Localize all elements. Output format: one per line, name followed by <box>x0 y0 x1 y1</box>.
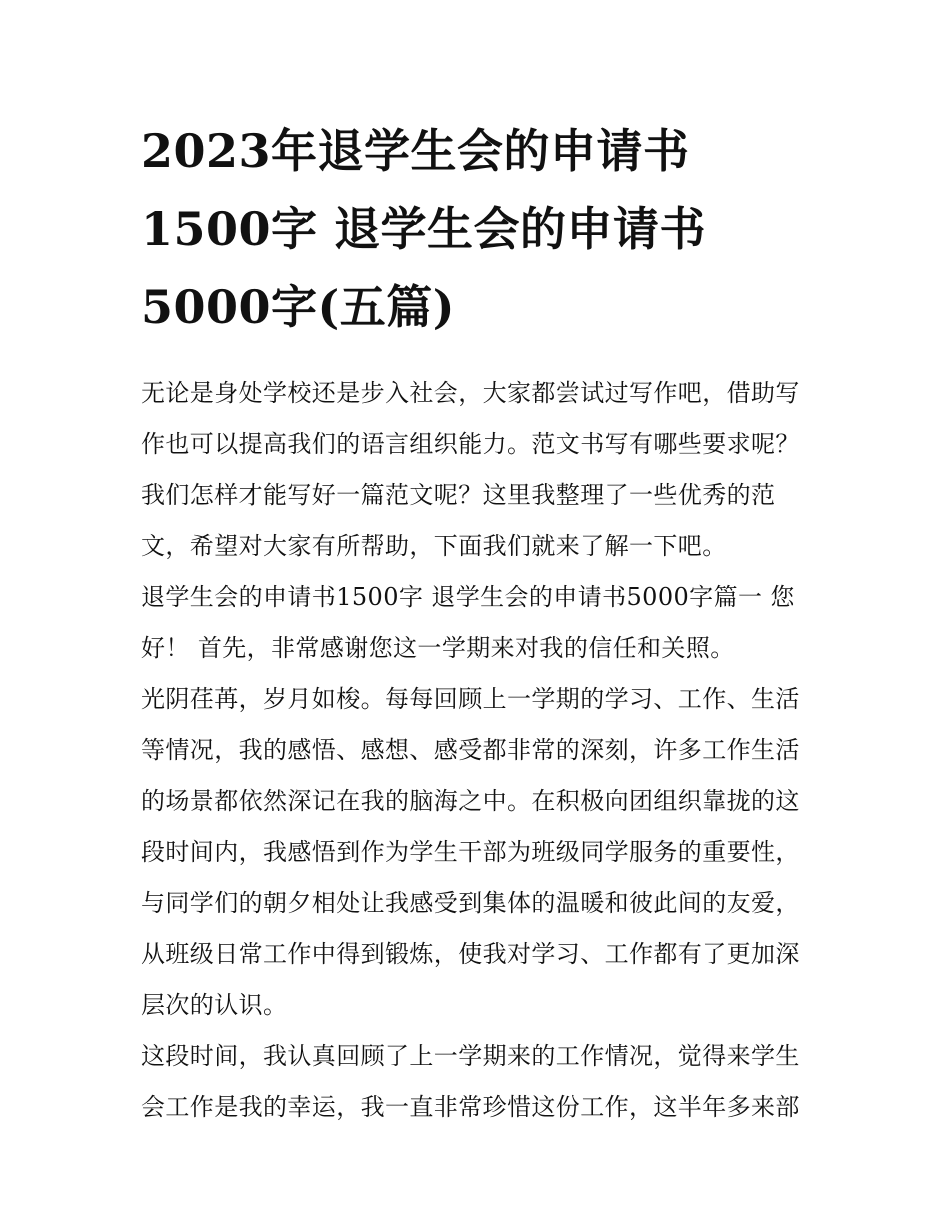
document-title: 2023年退学生会的申请书1500字 退学生会的申请书5000字(五篇) <box>141 124 707 334</box>
document-body <box>141 112 813 1133</box>
intro-paragraph: 无论是身处学校还是步入社会，大家都尝试过写作吧，借助写作也可以提高我们的语言组织能力。范文书写有哪些要求呢？我们怎样才能写好一篇范文呢？这里我整理了一些优秀的范文，希望对大家有所帮助，下面我们就来了解一下吧。 <box>141 379 800 560</box>
letter-opening-paragraph: 退学生会的申请书1500字 退学生会的申请书5000字篇一 您好！ 首先，非常感谢您这一学期来对我的信任和关照。 <box>141 583 795 662</box>
reflection-paragraph: 光阴荏苒，岁月如梭。每每回顾上一学期的学习、工作、生活等情况，我的感悟、感想、感受都非常的深刻，许多工作生活的场景都依然深记在我的脑海之中。在积极向团组织靠拢的这段时间内，我感悟到作为学生干部为班级同学服务的重要性，与同学们的朝夕相处让我感受到集体的温暖和彼此间的友爱，从班级日常工作中得到锻炼，使我对学习、工作都有了更加深层次的认识。 <box>141 685 800 1019</box>
review-paragraph: 这段时间，我认真回顾了上一学期来的工作情况，觉得来学生会工作是我的幸运，我一直非常珍惜这份工作，这半年多来部 <box>141 1042 800 1121</box>
